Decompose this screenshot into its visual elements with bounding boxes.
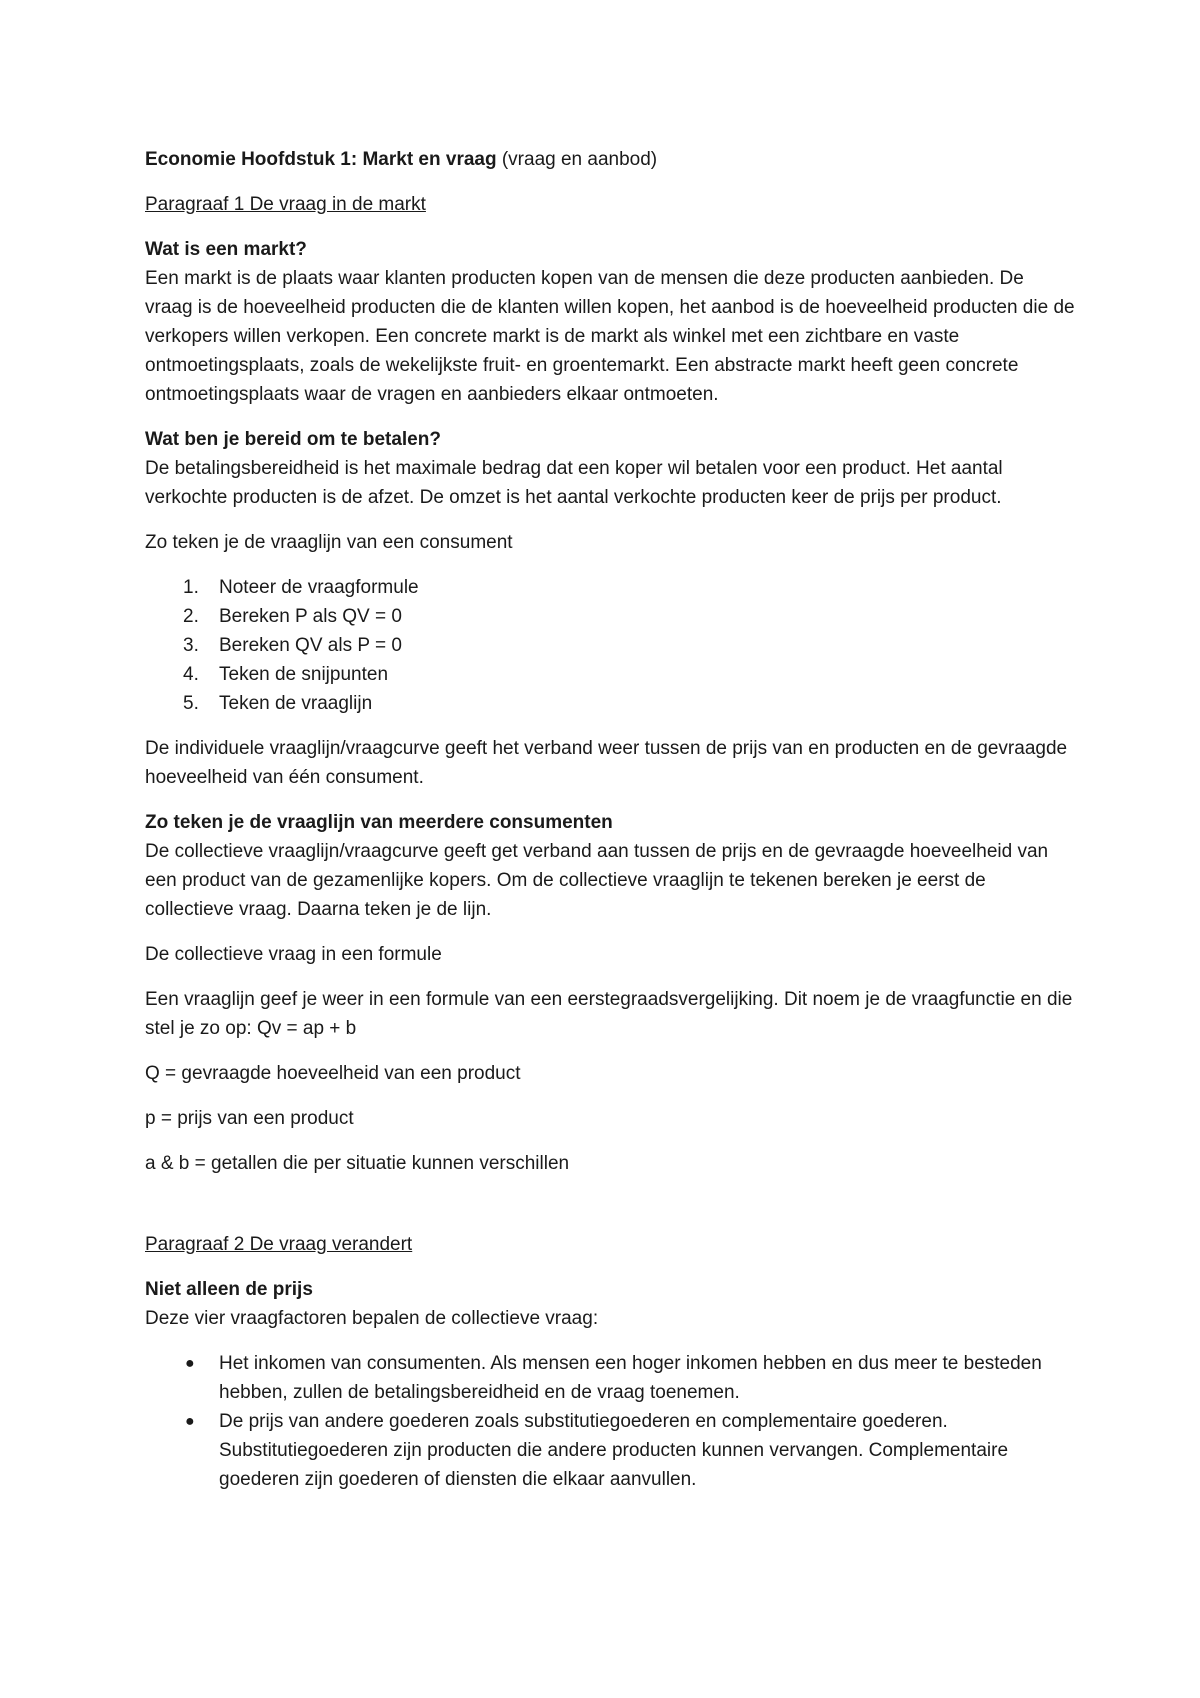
list-item bbox=[145, 1349, 1075, 1407]
list-number: 2. bbox=[183, 606, 199, 627]
factors-list bbox=[145, 1349, 1075, 1494]
list-text: Bereken P als QV = 0 bbox=[219, 606, 402, 627]
paragraph-vraagfunctie: Een vraaglijn geef je weer in een formule van een eerstegraadsvergelijking. Dit noem je de vraagfunctie en die stel je zo op: Qv = ap + b bbox=[145, 989, 1073, 1039]
document-title bbox=[145, 145, 1075, 174]
steps-intro: Zo teken je de vraaglijn van een consument bbox=[145, 532, 513, 553]
list-text: Teken de snijpunten bbox=[219, 664, 389, 685]
list-item bbox=[145, 631, 1075, 660]
bullet-icon: ● bbox=[185, 1355, 195, 1372]
section-1-heading bbox=[145, 190, 1075, 219]
list-text: Noteer de vraagformule bbox=[219, 577, 419, 598]
section-1-heading-text: Paragraaf 1 De vraag in de markt bbox=[145, 194, 426, 215]
definition-q: Q = gevraagde hoeveelheid van een product bbox=[145, 1063, 521, 1084]
list-text: De prijs van andere goederen zoals substitutiegoederen en complementaire goederen. Substitutiegoederen zijn producten die andere producten kunnen vervangen. Complementaire goederen zijn goederen of diensten die elkaar aanvullen. bbox=[219, 1411, 1009, 1490]
paragraph-collectieve-vraaglijn: De collectieve vraaglijn/vraagcurve geeft get verband aan tussen de prijs en de gevraagde hoeveelheid van een product van de gezamenlijke kopers. Om de collectieve vraaglijn te tekenen bereken je eerst de collectieve vraag. Daarna teken je de lijn. bbox=[145, 841, 1049, 920]
list-item bbox=[145, 1407, 1075, 1494]
list-item bbox=[145, 689, 1075, 718]
list-item bbox=[145, 660, 1075, 689]
list-number: 5. bbox=[183, 693, 199, 714]
paragraph-markt: Een markt is de plaats waar klanten producten kopen van de mensen die deze producten aanbieden. De vraag is de hoeveelheid producten die de klanten willen kopen, het aanbod is de hoeveelheid producten die de verkopers willen verkopen. Een concrete markt is de markt als winkel met een zichtbare en vaste ontmoetingsplaats, zoals de wekelijkste fruit- en groentemarkt. Een abstracte markt heeft geen concrete ontmoetingsplaats waar de vragen en aanbieders elkaar ontmoeten. bbox=[145, 268, 1075, 405]
subheading-markt: Wat is een markt? bbox=[145, 239, 307, 260]
list-item bbox=[145, 602, 1075, 631]
document-content bbox=[145, 145, 1075, 1510]
list-text: Teken de vraaglijn bbox=[219, 693, 373, 714]
formula-intro: De collectieve vraag in een formule bbox=[145, 944, 442, 965]
list-number: 4. bbox=[183, 664, 199, 685]
block-wat-is-een-markt bbox=[145, 235, 1075, 409]
list-text: Bereken QV als P = 0 bbox=[219, 635, 402, 656]
list-text: Het inkomen van consumenten. Als mensen een hoger inkomen hebben en dus meer te besteden hebben, zullen de betalingsbereidheid en de vraag toenemen. bbox=[219, 1353, 1042, 1403]
spacer bbox=[145, 1194, 1075, 1230]
list-number: 1. bbox=[183, 577, 199, 598]
definition-ab: a & b = getallen die per situatie kunnen verschillen bbox=[145, 1153, 570, 1174]
paragraph-betalen: De betalingsbereidheid is het maximale bedrag dat een koper wil betalen voor een product. Het aantal verkochte producten is de afzet. De omzet is het aantal verkochte producten keer de prijs per product. bbox=[145, 458, 1003, 508]
bullet-icon: ● bbox=[185, 1413, 195, 1430]
block-meerdere-consumenten bbox=[145, 808, 1075, 924]
subheading-niet-alleen-prijs: Niet alleen de prijs bbox=[145, 1279, 313, 1300]
list-item bbox=[145, 573, 1075, 602]
section-2-heading bbox=[145, 1230, 1075, 1259]
paragraph-individuele-vraaglijn: De individuele vraaglijn/vraagcurve geeft het verband weer tussen de prijs van en producten en de gevraagde hoeveelheid van één consument. bbox=[145, 738, 1068, 788]
paragraph-vraagfactoren-intro: Deze vier vraagfactoren bepalen de collectieve vraag: bbox=[145, 1308, 599, 1329]
subheading-meerdere-consumenten: Zo teken je de vraaglijn van meerdere consumenten bbox=[145, 812, 613, 833]
block-betalen bbox=[145, 425, 1075, 512]
steps-list bbox=[145, 573, 1075, 718]
subheading-betalen: Wat ben je bereid om te betalen? bbox=[145, 429, 441, 450]
list-number: 3. bbox=[183, 635, 199, 656]
title-bold: Economie Hoofdstuk 1: Markt en vraag bbox=[145, 149, 497, 170]
section-2-heading-text: Paragraaf 2 De vraag verandert bbox=[145, 1234, 413, 1255]
title-subtitle: (vraag en aanbod) bbox=[496, 149, 658, 170]
definition-p: p = prijs van een product bbox=[145, 1108, 354, 1129]
block-niet-alleen-prijs bbox=[145, 1275, 1075, 1333]
